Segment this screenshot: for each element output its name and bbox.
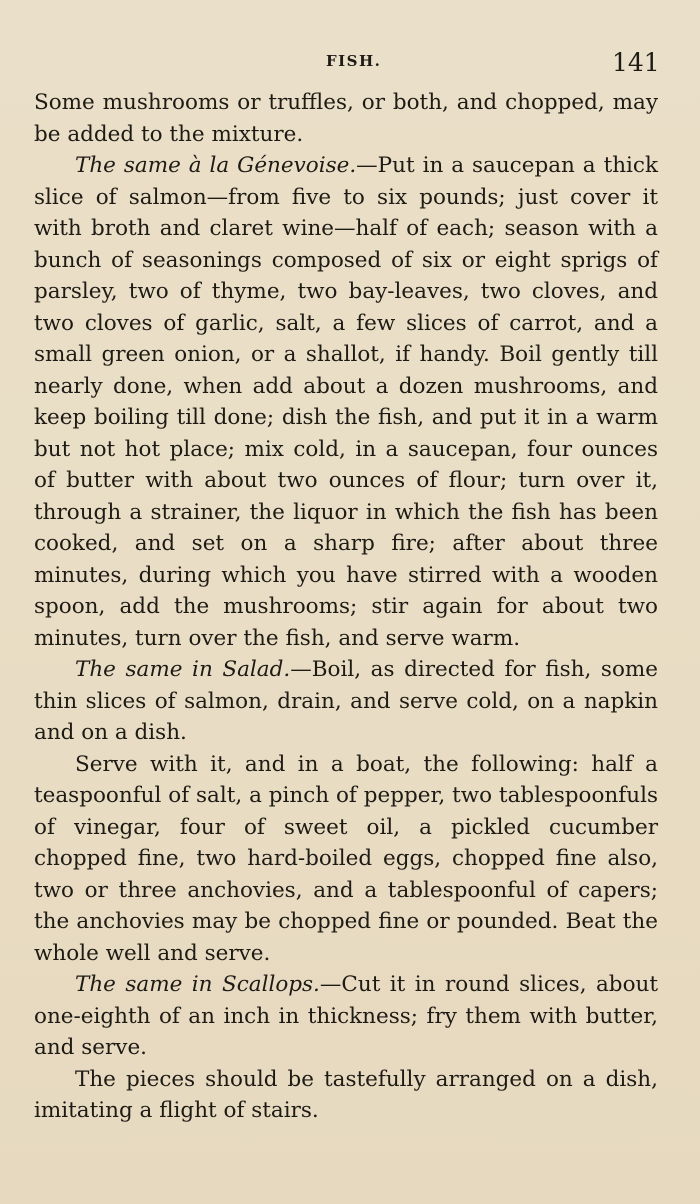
- paragraph-text: —Boil, as directed for fish, some thin slices of salmon, drain, and serve cold, on a napkin and on a dish.: [34, 657, 659, 745]
- recipe-title-genevoise: The same à la Génevoise.: [75, 153, 357, 178]
- paragraph-text: Serve with it, and in a boat, the following: half a teaspoonful of salt, a pinch of pepper, two tablespoonfuls of vinegar, four of sweet oil, a pickled cucumber chopped fine, two hard-boiled eggs, chopped fine also, two or three anchovies, and a tablespoonful of capers; the anchovies may be chopped fine or pounded. Beat the whole well and serve.: [34, 751, 658, 966]
- recipe-title-salad: The same in Salad.: [75, 657, 291, 682]
- recipe-title-scallops: The same in Scallops.: [75, 972, 320, 997]
- paragraph-arrangement: [34, 1064, 658, 1127]
- paragraph-text: The pieces should be tastefully arranged on a dish, imitating a flight of stairs.: [34, 1066, 658, 1123]
- paragraph-salad-sauce: [34, 749, 658, 970]
- running-head: FISH.: [326, 52, 382, 70]
- paragraph-genevoise: [34, 150, 658, 654]
- paragraph-mixture-note: [34, 87, 658, 150]
- page-number: 141: [612, 48, 660, 77]
- paragraph-scallops: [34, 969, 658, 1064]
- paragraph-text: —Put in a saucepan a thick slice of salmon—from five to six pounds; just cover it with broth and claret wine—half of each; season with a bunch of seasonings composed of six or eight sprigs of parsley, two of thyme, two bay-leaves, two cloves, and two cloves of garlic, salt, a few slices of carrot, and a small green onion, or a shallot, if handy. Boil gently till nearly done, when add about a dozen mushrooms, and keep boiling till done; dish the fish, and put it in a warm but not hot place; mix cold, in a saucepan, four ounces of butter with about two ounces of flour; turn over it, through a strainer, the liquor in which the fish has been cooked, and set on a sharp fire; after about three minutes, during which you have stirred with a wooden spoon, add the mushrooms; stir again for about two minutes, turn over the fish, and serve warm.: [34, 153, 659, 651]
- paragraph-text: Some mushrooms or truffles, or both, and chopped, may be added to the mixture.: [34, 90, 658, 147]
- body-text: [34, 87, 658, 1127]
- page-header: [0, 44, 700, 84]
- paragraph-text: —Cut it in round slices, about one-eighth of an inch in thickness; fry them with butter, and serve.: [34, 972, 658, 1060]
- paragraph-salad: [34, 654, 658, 749]
